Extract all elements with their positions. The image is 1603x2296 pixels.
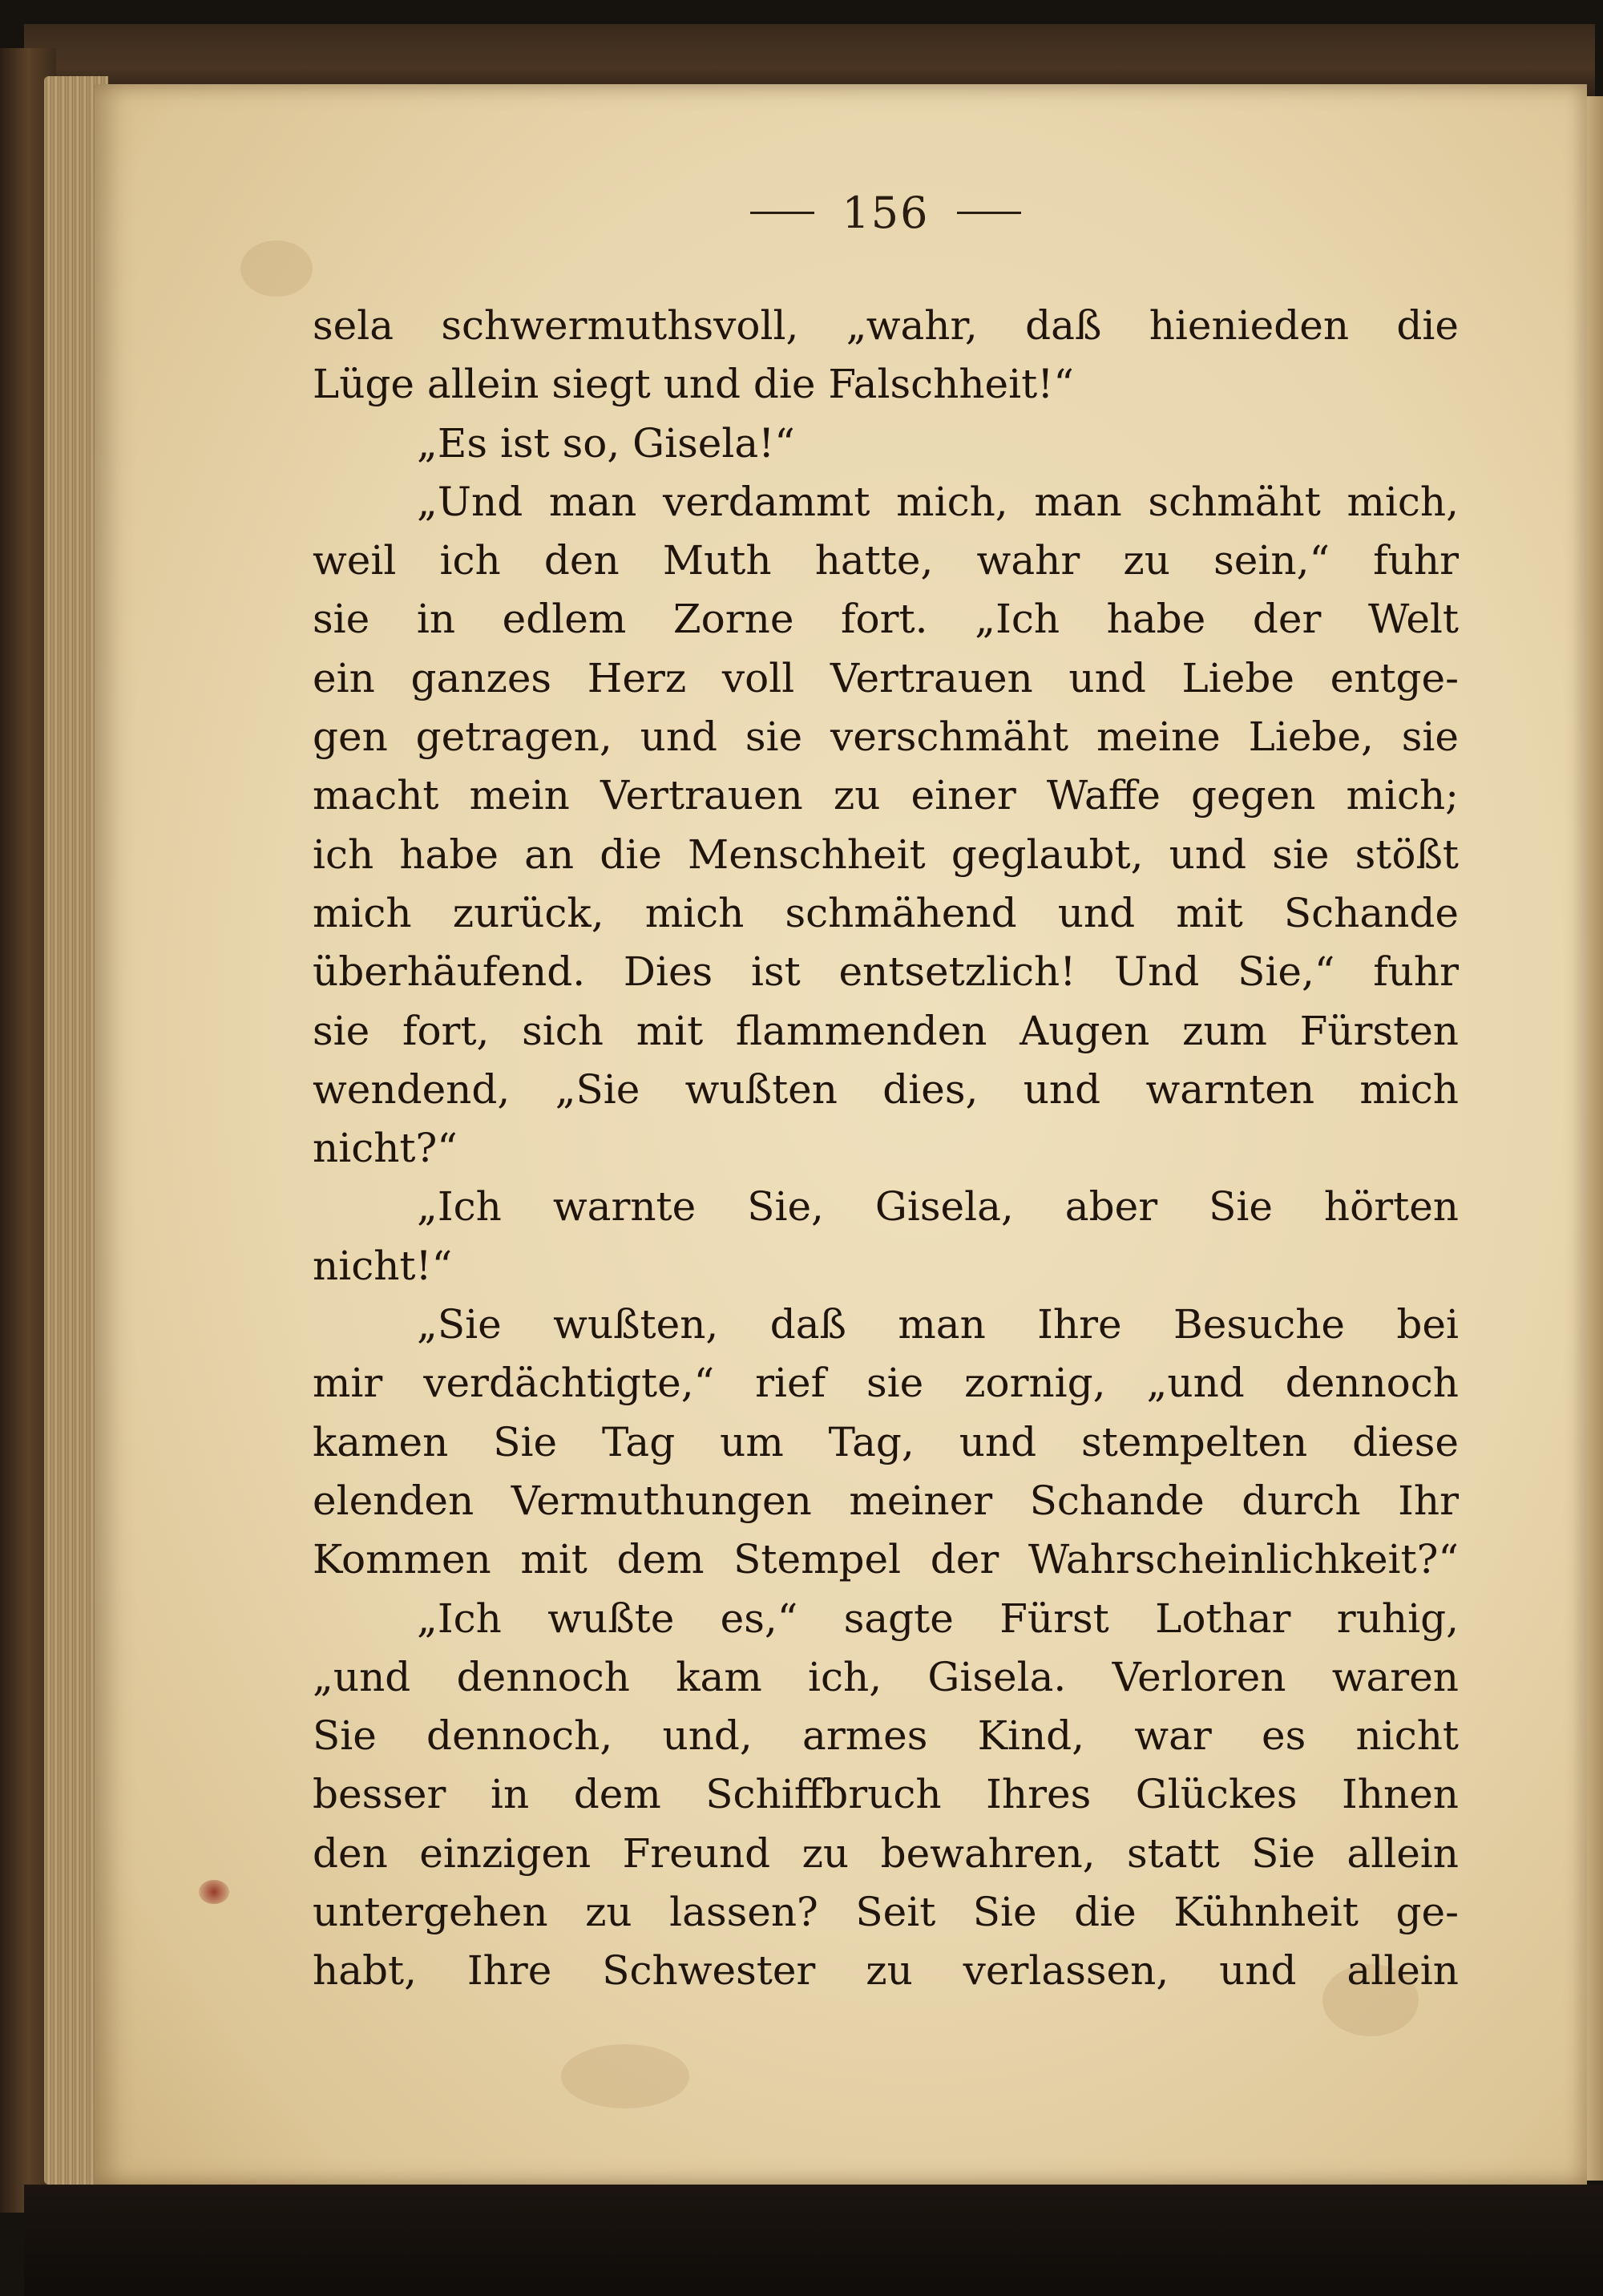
text-line: gen getragen, und sie verschmäht meine Liebe, sie xyxy=(313,713,1459,761)
text-line: wendend, „Sie wußten dies, und warnten mich xyxy=(313,1065,1459,1113)
book-cover-bottom xyxy=(24,2185,1603,2296)
page-header xyxy=(717,184,1054,241)
header-dash-left xyxy=(750,212,814,214)
text-line: überhäufend. Dies ist entsetzlich! Und Sie,“ fuhr xyxy=(313,948,1459,996)
text-line: „Es ist so, Gisela!“ xyxy=(417,419,795,467)
text-line: sie in edlem Zorne fort. „Ich habe der Welt xyxy=(313,596,1459,643)
text-line: „Sie wußten, daß man Ihre Besuche bei xyxy=(417,1301,1459,1348)
text-line: Lüge allein siegt und die Falschheit!“ xyxy=(313,361,1074,408)
text-line: besser in dem Schiffbruch Ihres Glückes Ihnen xyxy=(313,1771,1459,1818)
text-line: elenden Vermuthungen meiner Schande durch Ihr xyxy=(313,1477,1459,1524)
text-line: weil ich den Muth hatte, wahr zu sein,“ fuhr xyxy=(313,537,1459,584)
text-line: macht mein Vertrauen zu einer Waffe gegen mich; xyxy=(313,772,1459,819)
foxing-spot xyxy=(240,241,313,297)
text-line: Kommen mit dem Stempel der Wahrscheinlichkeit?“ xyxy=(313,1536,1459,1583)
text-line: den einzigen Freund zu bewahren, statt Sie allein xyxy=(313,1829,1459,1877)
text-line: „und dennoch kam ich, Gisela. Verloren waren xyxy=(313,1653,1459,1700)
header-dash-right xyxy=(957,212,1021,214)
text-line: ein ganzes Herz voll Vertrauen und Liebe entge- xyxy=(313,654,1459,701)
text-line: kamen Sie Tag um Tag, und stempelten diese xyxy=(313,1418,1459,1465)
page-number: 156 xyxy=(842,187,930,238)
text-line: nicht!“ xyxy=(313,1242,453,1289)
red-ink-smudge xyxy=(199,1880,229,1904)
text-line: „Ich wußte es,“ sagte Fürst Lothar ruhig, xyxy=(417,1595,1459,1642)
text-line: sie fort, sich mit flammenden Augen zum Fürsten xyxy=(313,1007,1459,1054)
text-line: ich habe an die Menschheit geglaubt, und sie stößt xyxy=(313,831,1459,878)
body-text xyxy=(313,297,1459,2108)
text-line: untergehen zu lassen? Seit Sie die Kühnheit ge- xyxy=(313,1889,1459,1936)
text-line: „Und man verdammt mich, man schmäht mich, xyxy=(417,478,1459,525)
text-line: „Ich warnte Sie, Gisela, aber Sie hörten xyxy=(417,1183,1459,1231)
text-line: Sie dennoch, und, armes Kind, war es nicht xyxy=(313,1712,1459,1760)
text-line: sela schwermuthsvoll, „wahr, daß hienieden die xyxy=(313,302,1459,349)
text-line: habt, Ihre Schwester zu verlassen, und allein xyxy=(313,1947,1459,1995)
text-line: mich zurück, mich schmähend und mit Schande xyxy=(313,889,1459,936)
text-line: mir verdächtigte,“ rief sie zornig, „und dennoch xyxy=(313,1360,1459,1407)
text-line: nicht?“ xyxy=(313,1125,458,1172)
